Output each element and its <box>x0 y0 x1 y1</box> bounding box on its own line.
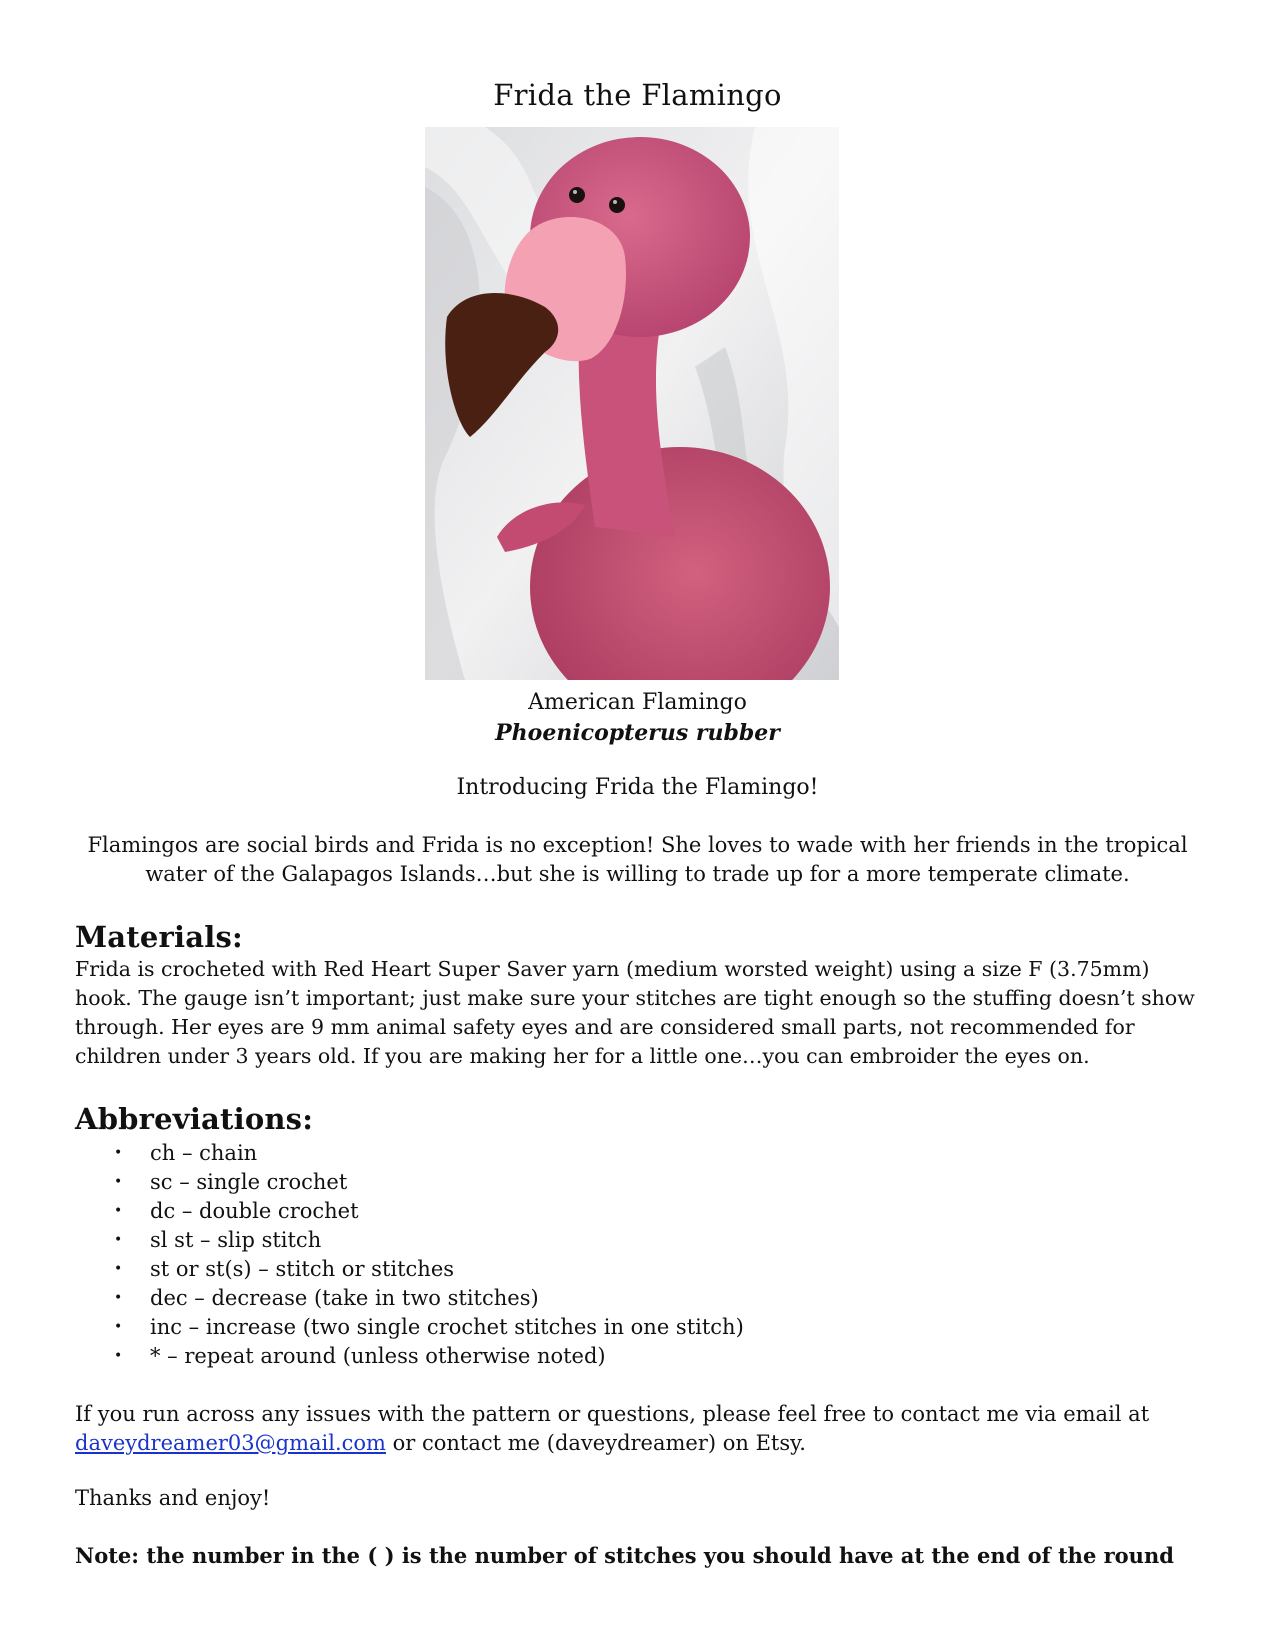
page-title: Frida the Flamingo <box>493 78 782 112</box>
abbreviation-text: * – repeat around (unless otherwise noted) <box>150 1344 606 1368</box>
bullet-icon: • <box>114 1232 123 1248</box>
caption-common-name: American Flamingo <box>528 690 747 715</box>
bullet-icon: • <box>114 1348 123 1364</box>
list-item <box>110 1197 1010 1226</box>
abbreviations-heading: Abbreviations: <box>75 1102 314 1136</box>
bullet-icon: • <box>114 1203 123 1219</box>
bullet-icon: • <box>114 1174 123 1190</box>
abbreviations-list <box>110 1139 1010 1371</box>
bullet-icon: • <box>114 1290 123 1306</box>
abbreviation-text: dc – double crochet <box>150 1199 359 1223</box>
list-item <box>110 1139 1010 1168</box>
list-item <box>110 1255 1010 1284</box>
abbreviation-text: st or st(s) – stitch or stitches <box>150 1257 455 1281</box>
thanks-line: Thanks and enjoy! <box>75 1486 271 1510</box>
abbreviation-text: ch – chain <box>150 1141 258 1165</box>
list-item <box>110 1168 1010 1197</box>
abbreviation-text: dec – decrease (take in two stitches) <box>150 1286 539 1310</box>
bullet-icon: • <box>114 1261 123 1277</box>
contact-text-after: or contact me (daveydreamer) on Etsy. <box>385 1431 806 1455</box>
abbreviation-text: inc – increase (two single crochet stitches in one stitch) <box>150 1315 744 1339</box>
list-item <box>110 1226 1010 1255</box>
materials-heading: Materials: <box>75 920 243 954</box>
list-item <box>110 1284 1010 1313</box>
intro-line: Introducing Frida the Flamingo! <box>456 775 819 800</box>
intro-blurb: Flamingos are social birds and Frida is no exception! She loves to wade with her friends in the tropical water of the Galapagos Islands…but she is willing to trade up for a more temperate climate. <box>87 833 1188 886</box>
flamingo-photo <box>425 127 839 680</box>
abbreviation-text: sl st – slip stitch <box>150 1228 322 1252</box>
contact-paragraph <box>75 1400 1205 1458</box>
list-item <box>110 1342 1010 1371</box>
caption-scientific-name: Phoenicopterus rubber <box>495 720 780 746</box>
email-link[interactable]: daveydreamer03@gmail.com <box>75 1431 386 1455</box>
bullet-icon: • <box>114 1145 123 1161</box>
bullet-icon: • <box>114 1319 123 1335</box>
stitch-count-note: Note: the number in the ( ) is the number of stitches you should have at the end of the round <box>75 1543 1174 1568</box>
list-item <box>110 1313 1010 1342</box>
materials-text: Frida is crocheted with Red Heart Super Saver yarn (medium worsted weight) using a size F (3.75mm) hook. The gauge isn’t important; just make sure your stitches are tight enough so the stuffing doesn’t show through. Her eyes are 9 mm animal safety eyes and are considered small parts, not recommended for children under 3 years old. If you are making her for a little one…you can embroider the eyes on. <box>75 957 1195 1068</box>
abbreviation-text: sc – single crochet <box>150 1170 348 1194</box>
contact-text-before: If you run across any issues with the pattern or questions, please feel free to contact me via email at <box>75 1402 1150 1426</box>
